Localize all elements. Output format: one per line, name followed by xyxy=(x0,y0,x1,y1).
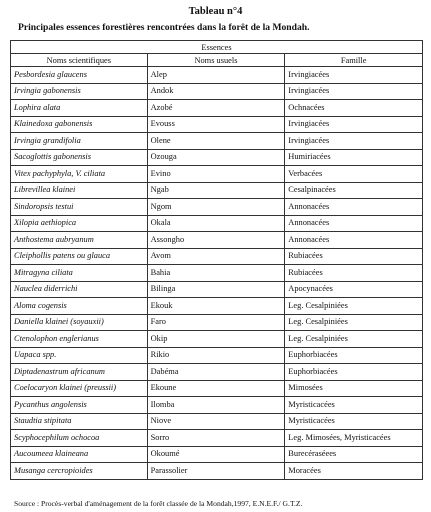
cell-common-name: Sorro xyxy=(147,430,285,447)
cell-common-name: Assongho xyxy=(147,232,285,249)
cell-scientific-name: Staudtia stipitata xyxy=(11,413,148,430)
cell-family: Euphorbiacées xyxy=(285,364,423,381)
table-body xyxy=(11,67,423,480)
cell-family: Irvingiacées xyxy=(285,83,423,100)
table-row xyxy=(11,446,423,463)
table-row xyxy=(11,430,423,447)
cell-family: Irvingiacées xyxy=(285,116,423,133)
cell-scientific-name: Cleiphollis patens ou glauca xyxy=(11,248,148,265)
cell-scientific-name: Pesbordesia glaucens xyxy=(11,67,148,84)
cell-family: Ochnacées xyxy=(285,100,423,117)
cell-common-name: Bilinga xyxy=(147,281,285,298)
cell-common-name: Alep xyxy=(147,67,285,84)
cell-scientific-name: Uapaca spp. xyxy=(11,347,148,364)
cell-family: Leg. Cesalpiniées xyxy=(285,298,423,315)
header-family: Famille xyxy=(285,54,423,67)
cell-family: Myristicacées xyxy=(285,413,423,430)
table-row xyxy=(11,67,423,84)
table-row xyxy=(11,265,423,282)
species-table xyxy=(10,40,423,480)
cell-scientific-name: Irvingia gabonensis xyxy=(11,83,148,100)
cell-common-name: Andok xyxy=(147,83,285,100)
cell-scientific-name: Lophira alata xyxy=(11,100,148,117)
table-row xyxy=(11,199,423,216)
cell-scientific-name: Sacoglottis gabonensis xyxy=(11,149,148,166)
cell-family: Myristicacées xyxy=(285,397,423,414)
cell-common-name: Okip xyxy=(147,331,285,348)
table-row xyxy=(11,281,423,298)
cell-common-name: Dabéma xyxy=(147,364,285,381)
cell-scientific-name: Aloma cogensis xyxy=(11,298,148,315)
cell-family: Leg. Mimosées, Myristicacées xyxy=(285,430,423,447)
cell-family: Apocynacées xyxy=(285,281,423,298)
table-row xyxy=(11,463,423,480)
table-number: Tableau n°4 xyxy=(188,6,243,17)
table-row xyxy=(11,364,423,381)
cell-scientific-name: Irvingia grandifolia xyxy=(11,133,148,150)
cell-family: Annonacées xyxy=(285,199,423,216)
table-row xyxy=(11,116,423,133)
cell-family: Humiriacées xyxy=(285,149,423,166)
cell-scientific-name: Musanga cercropioides xyxy=(11,463,148,480)
cell-common-name: Ekouk xyxy=(147,298,285,315)
table-title: Principales essences forestières rencontrées dans la forêt de la Mondah. xyxy=(18,22,310,33)
table-row xyxy=(11,215,423,232)
cell-family: Leg. Cesalpiniées xyxy=(285,331,423,348)
cell-scientific-name: Klainedoxa gabonensis xyxy=(11,116,148,133)
table-row xyxy=(11,83,423,100)
header-group-row xyxy=(11,41,423,54)
header-columns-row xyxy=(11,54,423,67)
cell-common-name: Okala xyxy=(147,215,285,232)
cell-scientific-name: Pycanthus angolensis xyxy=(11,397,148,414)
cell-family: Mimosées xyxy=(285,380,423,397)
table-row xyxy=(11,166,423,183)
cell-scientific-name: Aucoumeea klaineana xyxy=(11,446,148,463)
cell-common-name: Avom xyxy=(147,248,285,265)
cell-common-name: Faro xyxy=(147,314,285,331)
cell-family: Verbacées xyxy=(285,166,423,183)
cell-family: Euphorbiacées xyxy=(285,347,423,364)
cell-family: Irvingiacées xyxy=(285,133,423,150)
cell-common-name: Parassolier xyxy=(147,463,285,480)
cell-family: Rubiacées xyxy=(285,248,423,265)
source-note: Source : Procès-verbal d'aménagement de la forêt classée de la Mondah,1997, E.N.E.F./ G.T.Z. xyxy=(14,499,303,508)
cell-common-name: Olene xyxy=(147,133,285,150)
cell-common-name: Ilomba xyxy=(147,397,285,414)
table-row xyxy=(11,380,423,397)
table-row xyxy=(11,397,423,414)
cell-family: Annonacées xyxy=(285,215,423,232)
cell-family: Burecéraséees xyxy=(285,446,423,463)
table-row xyxy=(11,298,423,315)
cell-family: Rubiacées xyxy=(285,265,423,282)
cell-scientific-name: Anthostema aubryanum xyxy=(11,232,148,249)
table-row xyxy=(11,149,423,166)
cell-scientific-name: Diptadenastrum africanum xyxy=(11,364,148,381)
cell-common-name: Niove xyxy=(147,413,285,430)
table-row xyxy=(11,182,423,199)
cell-family: Annonacées xyxy=(285,232,423,249)
cell-scientific-name: Nauclea diderrichi xyxy=(11,281,148,298)
cell-family: Moracées xyxy=(285,463,423,480)
cell-scientific-name: Scyphocephilum ochocoa xyxy=(11,430,148,447)
cell-scientific-name: Mitragyna ciliata xyxy=(11,265,148,282)
cell-scientific-name: Ctenolophon englerianus xyxy=(11,331,148,348)
cell-family: Leg. Cesalpiniées xyxy=(285,314,423,331)
cell-common-name: Evouss xyxy=(147,116,285,133)
cell-family: Cesalpinacées xyxy=(285,182,423,199)
cell-scientific-name: Vitex pachyphyla, V. ciliata xyxy=(11,166,148,183)
table-row xyxy=(11,232,423,249)
cell-common-name: Azobé xyxy=(147,100,285,117)
table-row xyxy=(11,347,423,364)
cell-common-name: Evino xyxy=(147,166,285,183)
header-essences: Essences xyxy=(11,41,423,54)
cell-scientific-name: Daniella klainei (soyauxii) xyxy=(11,314,148,331)
table-row xyxy=(11,314,423,331)
cell-scientific-name: Coelocaryon klainei (preussii) xyxy=(11,380,148,397)
cell-common-name: Bahia xyxy=(147,265,285,282)
cell-common-name: Okoumé xyxy=(147,446,285,463)
cell-scientific-name: Xilopia aethiopica xyxy=(11,215,148,232)
cell-scientific-name: Librevillea klainei xyxy=(11,182,148,199)
cell-common-name: Ngom xyxy=(147,199,285,216)
cell-scientific-name: Sindoropsis testui xyxy=(11,199,148,216)
table-row xyxy=(11,413,423,430)
table-row xyxy=(11,133,423,150)
cell-common-name: Rikio xyxy=(147,347,285,364)
cell-common-name: Ngab xyxy=(147,182,285,199)
header-common-names: Noms usuels xyxy=(147,54,285,67)
cell-common-name: Ekoune xyxy=(147,380,285,397)
cell-common-name: Ozouga xyxy=(147,149,285,166)
table-row xyxy=(11,331,423,348)
cell-family: Irvingiacées xyxy=(285,67,423,84)
header-scientific-names: Noms scientifiques xyxy=(11,54,148,67)
table-row xyxy=(11,248,423,265)
table-row xyxy=(11,100,423,117)
